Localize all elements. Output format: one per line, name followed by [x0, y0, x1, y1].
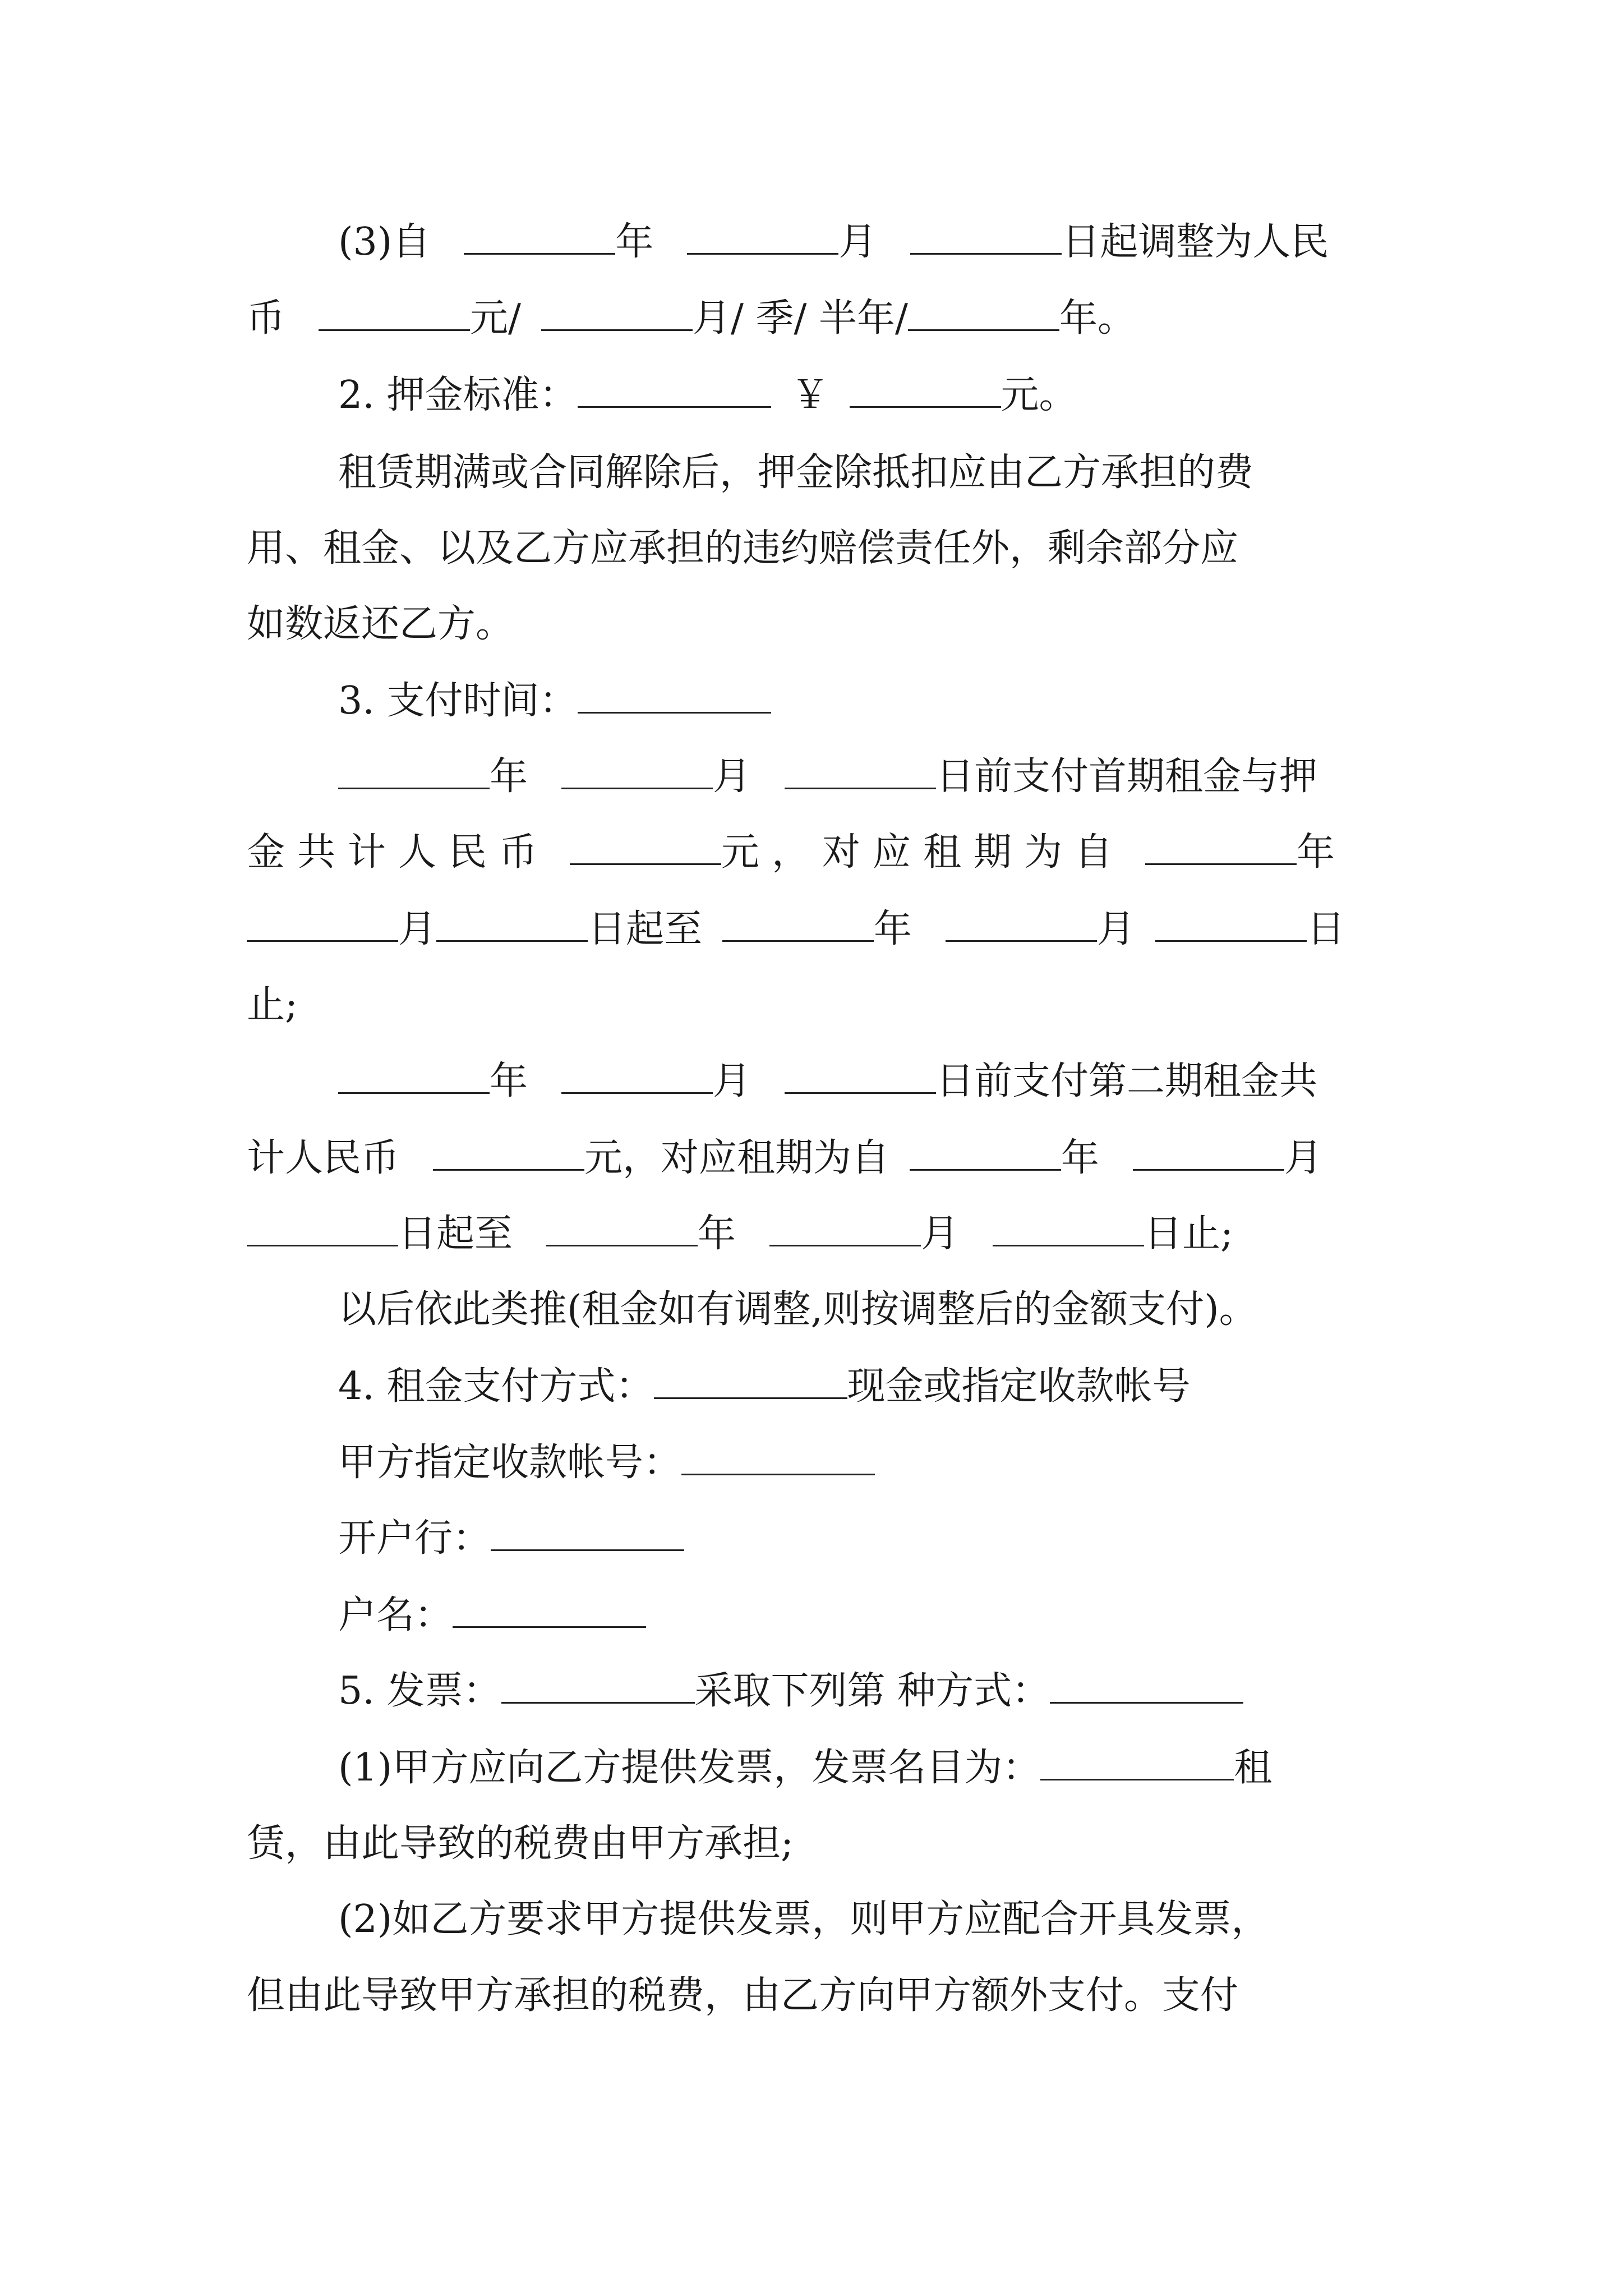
- invoice-option-2-line-1: (2)如乙方要求甲方提供发票，则甲方应配合开具发票，: [338, 1897, 1270, 1941]
- year-blank[interactable]: [338, 1059, 490, 1094]
- text: 月: [921, 1212, 960, 1256]
- text: 月/ 季/ 半年/: [692, 296, 908, 341]
- text: 年: [490, 1059, 528, 1103]
- year-blank[interactable]: [1145, 830, 1297, 865]
- text: 4. 租金支付方式：: [338, 1364, 654, 1409]
- first-payment-line-3: [247, 896, 1345, 963]
- text: 3. 支付时间：: [338, 679, 578, 723]
- amount-blank[interactable]: [433, 1135, 584, 1171]
- text: 月: [713, 754, 751, 799]
- text: 日: [1307, 907, 1345, 951]
- bank-blank[interactable]: [491, 1516, 684, 1551]
- invoice-option-2-line-2: 但由此导致甲方承担的税费，由乙方向甲方额外支付。支付: [247, 1973, 1239, 2018]
- month-blank[interactable]: [769, 1211, 921, 1246]
- second-payment-line-2: [247, 1125, 1322, 1192]
- deposit-paragraph-1: 租赁期满或合同解除后，押金除抵扣应由乙方承担的费: [338, 450, 1254, 495]
- month-blank[interactable]: [561, 1059, 713, 1094]
- text: 月: [398, 907, 437, 951]
- payment-time-blank[interactable]: [578, 678, 771, 714]
- amount-blank[interactable]: [570, 830, 721, 865]
- text: 年: [698, 1212, 736, 1256]
- text: 日起至: [398, 1212, 513, 1256]
- first-payment-line-2: [247, 819, 1335, 886]
- payment-note: 以后依此类推(租金如有调整,则按调整后的金额支付)。: [338, 1287, 1257, 1332]
- text: 2. 押金标准：: [338, 373, 578, 417]
- amount-blank[interactable]: [908, 296, 1059, 331]
- text: 年: [615, 220, 654, 264]
- text: 年。: [1059, 296, 1136, 341]
- payment-method-blank[interactable]: [654, 1364, 847, 1399]
- account-blank[interactable]: [681, 1440, 875, 1475]
- day-blank[interactable]: [436, 907, 588, 942]
- invoice-option-blank[interactable]: [1050, 1668, 1243, 1704]
- bank-line: [338, 1505, 684, 1572]
- day-blank[interactable]: [1155, 907, 1307, 942]
- day-blank[interactable]: [785, 754, 936, 789]
- month-blank[interactable]: [1133, 1135, 1284, 1171]
- text: 元，对应租期为自: [584, 1136, 890, 1180]
- text: 年: [1061, 1136, 1100, 1180]
- text: 金共计人民币: [247, 830, 550, 875]
- day-blank[interactable]: [247, 1211, 398, 1246]
- first-payment-line-1: [338, 743, 1317, 811]
- text: 日止;: [1144, 1212, 1233, 1256]
- text: 年: [490, 754, 528, 799]
- text: 日起调整为人民: [1062, 220, 1329, 264]
- invoice-line: [338, 1658, 1243, 1725]
- text: 计人民币: [247, 1136, 400, 1180]
- deposit-blank[interactable]: [578, 372, 771, 408]
- amount-blank[interactable]: [319, 296, 470, 331]
- second-payment-line-1: [338, 1048, 1317, 1115]
- invoice-option-1-line-1: [338, 1734, 1272, 1802]
- first-payment-line-4: 止;: [247, 983, 298, 1027]
- amount-blank[interactable]: [541, 296, 693, 331]
- year-blank[interactable]: [722, 907, 874, 942]
- deposit-line: [338, 362, 1077, 429]
- second-payment-line-3: [247, 1200, 1233, 1268]
- year-blank[interactable]: [464, 219, 615, 255]
- text: 5. 发票：: [338, 1669, 501, 1713]
- account-line: [338, 1429, 875, 1497]
- account-name-line: [338, 1582, 646, 1649]
- text: (1)甲方应向乙方提供发票，发票名目为：: [338, 1746, 1041, 1790]
- text: 元/: [470, 296, 521, 341]
- deposit-paragraph-3: 如数返还乙方。: [247, 602, 514, 646]
- text: 年: [874, 907, 912, 951]
- text: 甲方指定收款帐号：: [338, 1441, 682, 1485]
- invoice-option-1-line-2: 赁，由此导致的税费由甲方承担;: [247, 1821, 794, 1866]
- deposit-paragraph-2: 用、租金、以及乙方应承担的违约赔偿责任外，剩余部分应: [247, 526, 1239, 570]
- payment-method-line: [338, 1353, 1191, 1420]
- text: 月: [713, 1059, 751, 1103]
- month-blank[interactable]: [687, 219, 838, 255]
- rent-adjust-line-2: [247, 285, 1136, 352]
- text: 元。: [1000, 373, 1077, 417]
- day-blank[interactable]: [993, 1211, 1144, 1246]
- month-blank[interactable]: [946, 907, 1097, 942]
- text: ￥: [791, 373, 829, 417]
- text: 现金或指定收款帐号: [847, 1364, 1191, 1409]
- text: 月: [1284, 1136, 1323, 1180]
- text: 开户行：: [338, 1516, 491, 1561]
- day-blank[interactable]: [785, 1059, 936, 1094]
- month-blank[interactable]: [247, 907, 398, 942]
- text: (3)自: [338, 220, 431, 264]
- text: 月: [1097, 907, 1136, 951]
- year-blank[interactable]: [338, 754, 490, 789]
- deposit-amount-blank[interactable]: [850, 372, 1001, 408]
- text: 年: [1297, 830, 1335, 875]
- text: 采取下列第 种方式：: [694, 1669, 1050, 1713]
- text: 月: [838, 220, 877, 264]
- text: 日前支付第二期租金共: [936, 1059, 1318, 1103]
- text: 日前支付首期租金与押: [936, 754, 1318, 799]
- text: 日起至: [588, 907, 703, 951]
- text: 户名：: [338, 1593, 453, 1637]
- payment-time-line: [338, 668, 771, 735]
- text: 币: [247, 296, 285, 341]
- rent-adjust-line-1: [338, 209, 1329, 276]
- month-blank[interactable]: [561, 754, 713, 789]
- text: 元，对应租期为自: [721, 830, 1126, 875]
- year-blank[interactable]: [546, 1211, 698, 1246]
- invoice-blank[interactable]: [501, 1668, 695, 1704]
- day-blank[interactable]: [910, 219, 1062, 255]
- invoice-item-blank[interactable]: [1040, 1745, 1234, 1780]
- account-name-blank[interactable]: [453, 1593, 646, 1628]
- year-blank[interactable]: [910, 1135, 1061, 1171]
- text: 租: [1234, 1746, 1272, 1790]
